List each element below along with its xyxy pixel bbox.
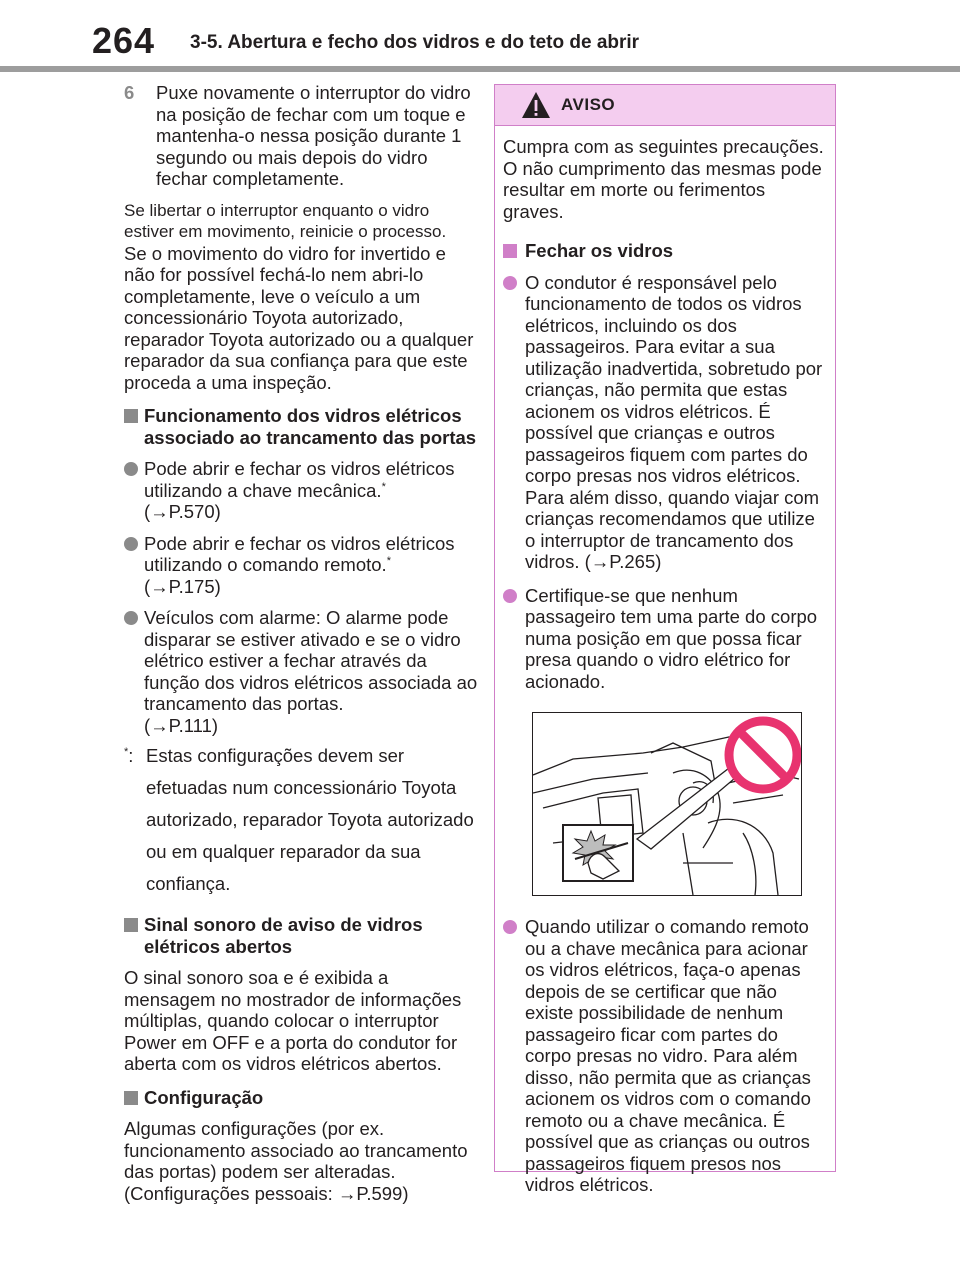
bullet-remote — [124, 533, 478, 598]
square-bullet-icon — [503, 244, 517, 258]
bullet-driver-responsible — [503, 272, 827, 573]
ref-p570[interactable]: (→P.570) — [144, 501, 221, 522]
ref-p111[interactable]: (→P.111) — [144, 714, 219, 736]
bullet-key-text: Pode abrir e fechar os vidros elétricos utilizando a chave mecânica. — [144, 458, 455, 501]
step-text: Puxe novamente o interruptor do vidro na posição de fechar com um toque e mantenha-o nessa posição durante 1 segundo ou mais depois do vidro fechar completamente. — [156, 82, 471, 189]
round-bullet-icon — [503, 276, 517, 290]
step-number: 6 — [124, 82, 135, 103]
round-bullet-icon — [503, 920, 517, 934]
round-bullet-icon — [503, 589, 517, 603]
heading-lock-function — [124, 405, 478, 448]
square-bullet-icon — [124, 918, 138, 932]
warning-header — [495, 85, 835, 126]
warning-box — [494, 84, 836, 1195]
heading-closing-windows — [503, 240, 827, 262]
heading-buzzer-text: Sinal sonoro de aviso de vidros elétricos abertos — [144, 914, 423, 957]
bullet-check-text: Certifique-se que nenhum passageiro tem uma parte do corpo numa posição em que possa ficar presa quando o vidro elétrico for acionado. — [525, 584, 818, 692]
header-rule — [0, 66, 960, 72]
bullet-alarm-text: Veículos com alarme: O alarme pode disparar se estiver ativado e se o vidro elétrico estiver a fechar através da função dos vidros elétricos associada ao trancamento das portas. — [144, 607, 478, 714]
heading-config-text: Configuração — [144, 1086, 264, 1108]
ref-p175[interactable]: (→P.175) — [144, 575, 221, 597]
section-title: 3-5. Abertura e fecho dos vidros e do teto de abrir — [190, 32, 640, 53]
step-6 — [124, 82, 478, 190]
bullet-check-passengers — [503, 585, 827, 693]
footnote-marker: * — [381, 480, 386, 493]
round-bullet-icon — [124, 537, 138, 551]
para-inverted: Se o movimento do vidro for invertido e não for possível fechá-lo nem abri-lo completamente, leve o veículo a um concessionário Toyota autorizado, reparador Toyota autorizado ou a qualquer reparador da sua confiança para que este proceda a uma inspeção. — [124, 242, 474, 393]
warning-triangle-icon — [521, 91, 551, 119]
para-config: Algumas configurações (por ex. funcionamento associado ao trancamento das portas) podem ser alteradas. (Configurações pessoais: →P.599) — [124, 1118, 468, 1204]
hand-caught-window-icon — [533, 713, 801, 895]
footnote-star: *: — [124, 745, 134, 766]
warning-title: AVISO — [561, 95, 616, 114]
heading-config — [124, 1087, 478, 1109]
bullet-mechanical-key — [124, 458, 478, 523]
footnote-text: Estas configurações devem ser efetuadas num concessionário Toyota autorizado, reparador Toyota autorizado ou em qualquer reparador da sua confiança. — [146, 745, 474, 894]
bullet-remote-text: Pode abrir e fechar os vidros elétricos utilizando o comando remoto. — [144, 532, 455, 575]
left-column — [124, 82, 478, 1216]
footnote-marker: * — [386, 554, 391, 567]
bullet-alarm — [124, 607, 478, 736]
heading-buzzer — [124, 914, 478, 957]
bullet-remote-warning — [503, 916, 827, 1196]
round-bullet-icon — [124, 462, 138, 476]
bullet-driver-text: O condutor é responsável pelo funcionamento de todos os vidros elétricos, incluindo os dos passageiros. Para evitar a sua utilização inadvertida, sobretudo por crianças, não permita que estas acionem os vidros elétricos. É possível que crianças e outros passageiros fiquem com partes do corpo presas nos vidros elétricos. Para além disso, quando viajar com crianças recomendamos que utilize o interruptor de trancamento dos vidros. (→P.265) — [525, 271, 823, 572]
warning-intro: Cumpra com as seguintes precauções. O não cumprimento das mesmas pode resultar em morte ou ferimentos graves. — [503, 136, 824, 222]
square-bullet-icon — [124, 1091, 138, 1105]
footnote — [124, 740, 478, 900]
round-bullet-icon — [124, 611, 138, 625]
page-number: 264 — [92, 20, 156, 61]
page-header — [0, 0, 960, 72]
car-window-illustration — [532, 712, 802, 896]
warning-body — [495, 126, 835, 1196]
bullet-remote-warning-text: Quando utilizar o comando remoto ou a chave mecânica para acionar os vidros elétricos, faça-o apenas depois de se certificar que não existe possibilidade de nenhum passageiro ficar com partes do corpo presas no vidro. Para além disso, não permita que as crianças acionem os vidros com o comando remoto ou a chave mecânica. É possível que as crianças ou outros passageiros fiquem presos nos vidros elétricos. — [525, 916, 811, 1195]
heading-closing-text: Fechar os vidros — [525, 240, 674, 261]
para-buzzer: O sinal sonoro soa e é exibida a mensagem no mostrador de informações múltiplas, quando colocar o interruptor Power em OFF e a porta do condutor for aberta com os vidros elétricos abertos. — [124, 967, 462, 1074]
square-bullet-icon — [124, 409, 138, 423]
heading-lock-text: Funcionamento dos vidros elétricos associado ao trancamento das portas — [144, 405, 477, 448]
para-release: Se libertar o interruptor enquanto o vidro estiver em movimento, reinicie o processo. — [124, 200, 447, 241]
